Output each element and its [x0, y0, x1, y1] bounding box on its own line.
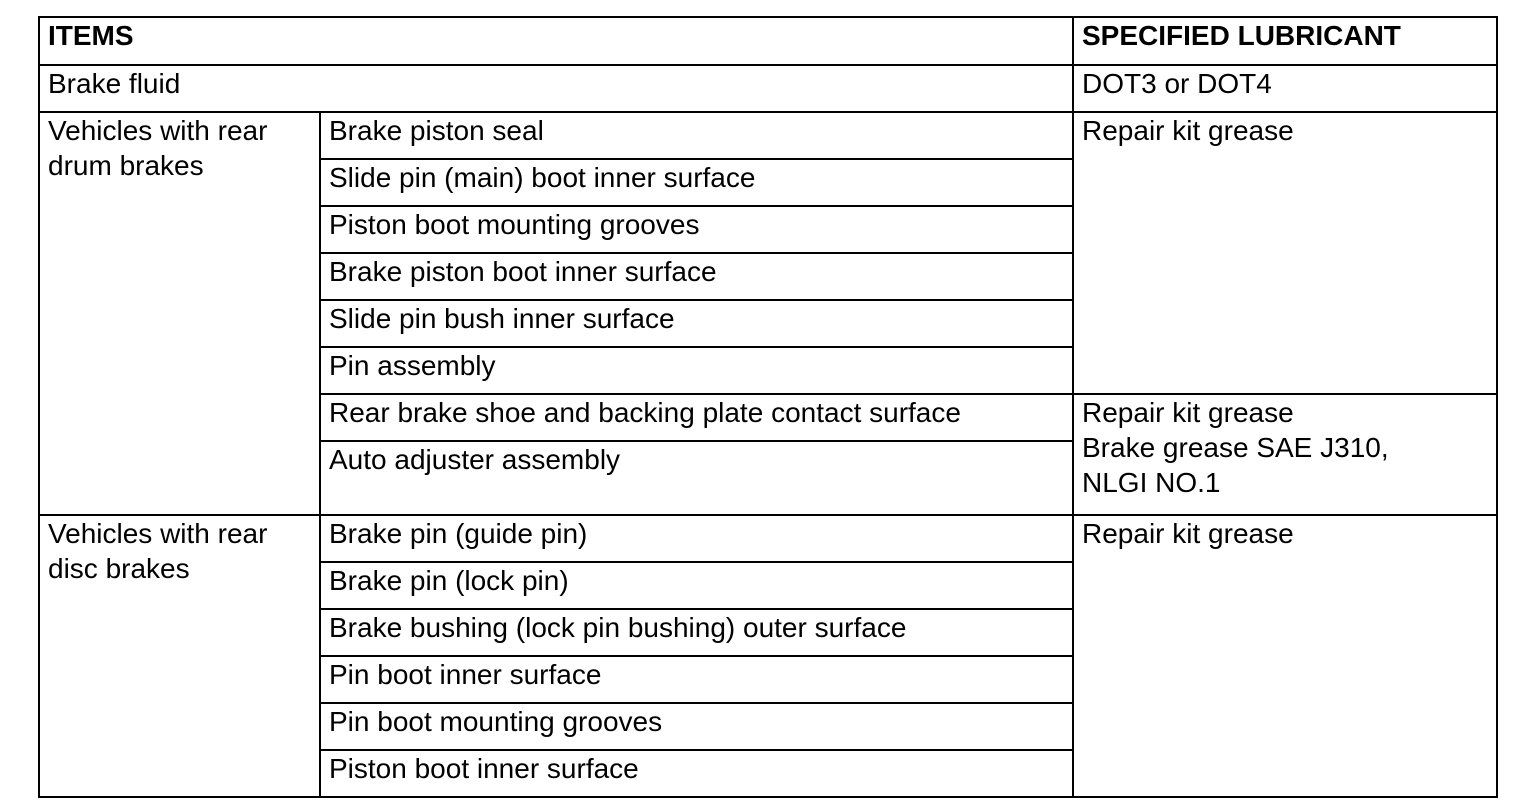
item-cell: Pin boot mounting grooves: [320, 703, 1073, 750]
brake-fluid-lubricant: DOT3 or DOT4: [1073, 65, 1497, 112]
table-row: [39, 65, 1497, 112]
drum-brakes-group: Vehicles with rear drum brakes: [39, 112, 320, 515]
item-cell: Auto adjuster assembly: [320, 441, 1073, 515]
item-cell: Brake piston boot inner surface: [320, 253, 1073, 300]
lubricant-header: SPECIFIED LUBRICANT: [1073, 17, 1497, 65]
item-cell: Brake piston seal: [320, 112, 1073, 159]
item-cell: Brake pin (guide pin): [320, 515, 1073, 562]
item-cell: Slide pin (main) boot inner surface: [320, 159, 1073, 206]
lubricant-line: Brake grease SAE J310, NLGI NO.1: [1082, 432, 1389, 498]
disc-brakes-group: Vehicles with rear disc brakes: [39, 515, 320, 797]
item-cell: Piston boot mounting grooves: [320, 206, 1073, 253]
lubricant-spec-table: [38, 16, 1498, 798]
drum-lubricant-a: Repair kit grease: [1073, 112, 1497, 394]
table-row: [39, 112, 1497, 159]
item-cell: Brake bushing (lock pin bushing) outer surface: [320, 609, 1073, 656]
item-cell: Slide pin bush inner surface: [320, 300, 1073, 347]
lubricant-line: Repair kit grease: [1082, 397, 1294, 428]
drum-lubricant-b: [1073, 394, 1497, 515]
item-cell: Pin boot inner surface: [320, 656, 1073, 703]
items-header: ITEMS: [39, 17, 1073, 65]
item-cell: Brake pin (lock pin): [320, 562, 1073, 609]
header-row: [39, 17, 1497, 65]
brake-fluid-item: Brake fluid: [39, 65, 1073, 112]
item-cell: Rear brake shoe and backing plate contact surface: [320, 394, 1073, 441]
item-cell: Pin assembly: [320, 347, 1073, 394]
table-row: [39, 515, 1497, 562]
item-cell: Piston boot inner surface: [320, 750, 1073, 797]
disc-lubricant: Repair kit grease: [1073, 515, 1497, 797]
